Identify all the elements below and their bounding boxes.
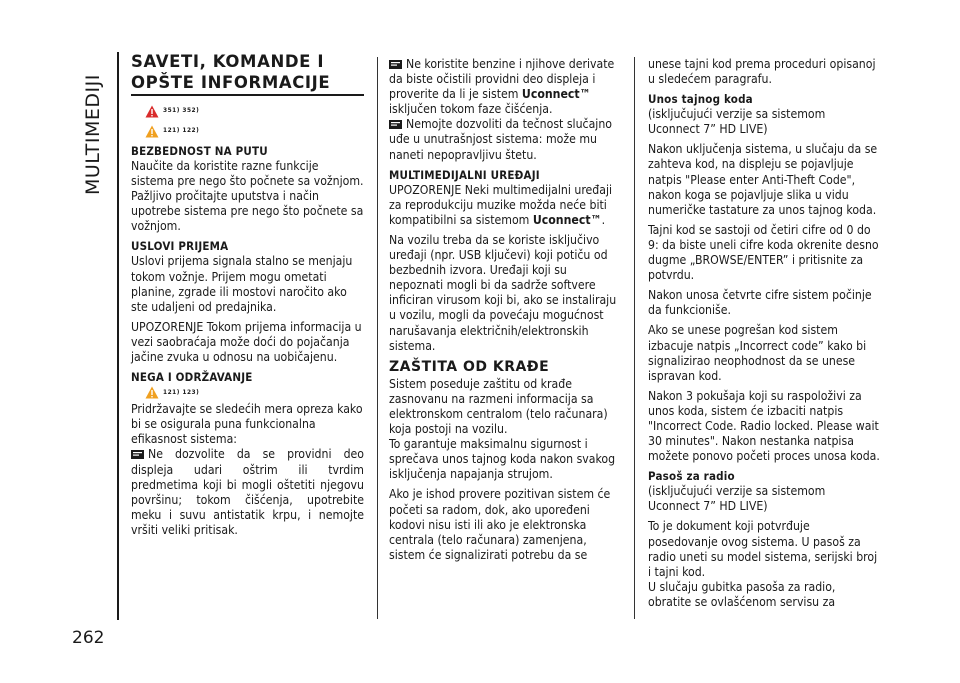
caution-refs: 121) 123) <box>163 387 200 396</box>
column-2 <box>389 57 621 568</box>
note-icon <box>389 60 402 69</box>
paragraph <box>389 183 621 228</box>
note-icon <box>131 450 144 459</box>
paragraph: UPOZORENJE Tokom prijema informacija u vezi saobraćaja može doći do pojačanja jačine zvuka u odnosu na uobičajenu. <box>131 319 362 365</box>
paragraph: (isključujući verzije sa sistemom Uconnect 7” HD LIVE) <box>648 107 826 137</box>
warning-ref-row <box>145 104 364 118</box>
title-rule <box>131 94 364 96</box>
paragraph: Nakon unosa četvrte cifre sistem počinje da funkcioniše. <box>648 288 872 318</box>
caution-ref-row <box>145 124 364 138</box>
paragraph: Nakon uključenja sistema, u slučaju da se zahteva kod, na displeju se pojavljuje natpis "Please enter Anti-Theft Code", nakon koga se pojavljuje slika u vidu numeričke tastature za unos tajnog koda. <box>648 142 878 217</box>
brand-name: Uconnect™ <box>521 87 591 102</box>
paragraph: unese tajni kod prema proceduri opisanoj u sledećem paragrafu. <box>648 57 876 87</box>
section-title-line1: SAVETI, KOMANDE I <box>131 52 325 71</box>
warning-red-icon <box>145 105 159 118</box>
subheading-multimedia-devices: MULTIMEDIJALNI UREĐAJI <box>389 167 540 182</box>
column-divider <box>377 57 378 619</box>
paragraph: Sistem poseduje zaštitu od krađe zasnovanu na razmeni informacija sa elektronskom centralom (telo računara) koja postoji na vozilu. <box>389 376 608 437</box>
page-number: 262 <box>72 628 105 648</box>
warning-orange-icon <box>145 125 159 138</box>
paragraph-text: . <box>601 212 606 227</box>
paragraph: Nakon 3 pokušaja koji su raspoloživi za unos koda, sistem će izbaciti natpis "Incorrect Code. Radio locked. Please wait 30 minutes". Nakon nestanka natpisa možete ponovo početi proces unosa koda. <box>648 388 880 464</box>
paragraph: Ako se unese pogrešan kod sistem izbacuje natpis „Incorrect code” kako bi signalizirao neophodnost da se unese ispravan kod. <box>648 323 867 383</box>
caution-ref-row <box>145 385 364 399</box>
bullet-text: Ne koristite benzine i njihove derivate da biste očistili providni deo displeja i proverite da li je sistem <box>389 57 615 102</box>
bullet-paragraph <box>131 447 364 538</box>
subheading-care: NEGA I ODRŽAVANJE <box>131 370 253 385</box>
paragraph: To garantuje maksimalnu sigurnost i sprečava unos tajnog koda nakon svakog isključenja napajanja strujom. <box>389 437 616 482</box>
column-1 <box>131 52 364 543</box>
section-title-line2: OPŠTE INFORMACIJE <box>131 73 331 92</box>
bullet-text: Ne dozvolite da se providni deo displeja udari oštrim ili tvrdim predmetima koji bi mogli oštetiti njegovu površinu; tokom čišćenja, upotrebite meku i suvu antistatik krpu, i nemojte vršiti veliki pritisak. <box>131 447 364 537</box>
paragraph: To je dokument koji potvrđuje posedovanje ovog sistema. U pasoš za radio uneti su model sistema, serijski broj i tajni kod. <box>648 519 878 579</box>
column-3 <box>648 57 880 610</box>
column-divider <box>634 57 635 619</box>
caution-refs: 121) 122) <box>163 126 200 135</box>
sidebar-rule <box>117 52 119 620</box>
bullet-text: isključen tokom faze čišćenja. <box>389 102 553 117</box>
paragraph: Pridržavajte se sledećih mera opreza kako bi se osigurala puna funkcionalna efikasnost sistema: <box>131 402 363 447</box>
paragraph: Naučite da koristite razne funkcije sistema pre nego što počnete sa vožnjom. <box>131 159 364 189</box>
subheading-road-safety: BEZBEDNOST NA PUTU <box>131 144 268 158</box>
paragraph: Uslovi prijema signala stalno se menjaju tokom vožnje. Prijem mogu ometati planine, zgrade ili mostovi naročito ako ste udaljeni od predajnika. <box>131 254 353 314</box>
subheading-reception: USLOVI PRIJEMA <box>131 239 229 254</box>
paragraph: Ako je ishod provere pozitivan sistem će početi sa radom, dok, ako upoređeni kodovi nisu isti ili ako je elektronska centrala (telo računara) zamenjena, sistem će signalizirati potrebu da se <box>389 487 611 562</box>
paragraph: U slučaju gubitka pasoša za radio, obratite se ovlašćenom servisu za <box>648 579 836 609</box>
warning-orange-icon <box>145 386 159 399</box>
paragraph: Tajni kod se sastoji od četiri cifre od 0 do 9: da biste uneli cifre koda okrenite desno dugme „BROWSE/ENTER” i pritisnite za potvrdu. <box>648 222 879 283</box>
bullet-paragraph <box>389 57 621 117</box>
section-sidebar-label: MULTIMEDIJI <box>82 74 104 195</box>
heading-anti-theft: ZAŠTITA OD KRAĐE <box>389 358 550 375</box>
paragraph: Na vozilu treba da se koriste isključivo uređaji (npr. USB ključevi) koji potiču od bezbednih izvora. Uređaji koji su nepoznati mogli bi da sadrže softvere inficiran virusom koji bi, ako se instaliraju u vozilu, mogli da povećaju mogućnost narušavanja električnih/elektronskih sistema. <box>389 232 617 353</box>
note-icon <box>389 120 402 129</box>
paragraph: Pažljivo pročitajte uputstva i način upotrebe sistema pre nego što počnete sa vožnjom. <box>131 189 364 234</box>
paragraph-text: UPOZORENJE Neki multimedijalni uređaji za reprodukciju muzike možda neće biti kompatibilni sa sistemom <box>389 182 613 227</box>
warning-refs: 351) 352) <box>163 106 200 115</box>
paragraph: (isključujući verzije sa sistemom Uconnect 7” HD LIVE) <box>648 484 826 514</box>
subheading-secret-code: Unos tajnog koda <box>648 92 753 107</box>
subheading-radio-passport: Pasoš za radio <box>648 469 735 484</box>
brand-name: Uconnect™ <box>532 212 602 227</box>
bullet-text: Nemojte dozvoliti da tečnost slučajno uđe u unutrašnjost sistema: može mu naneti nepopravljivu štetu. <box>389 117 612 162</box>
bullet-paragraph <box>389 117 621 162</box>
